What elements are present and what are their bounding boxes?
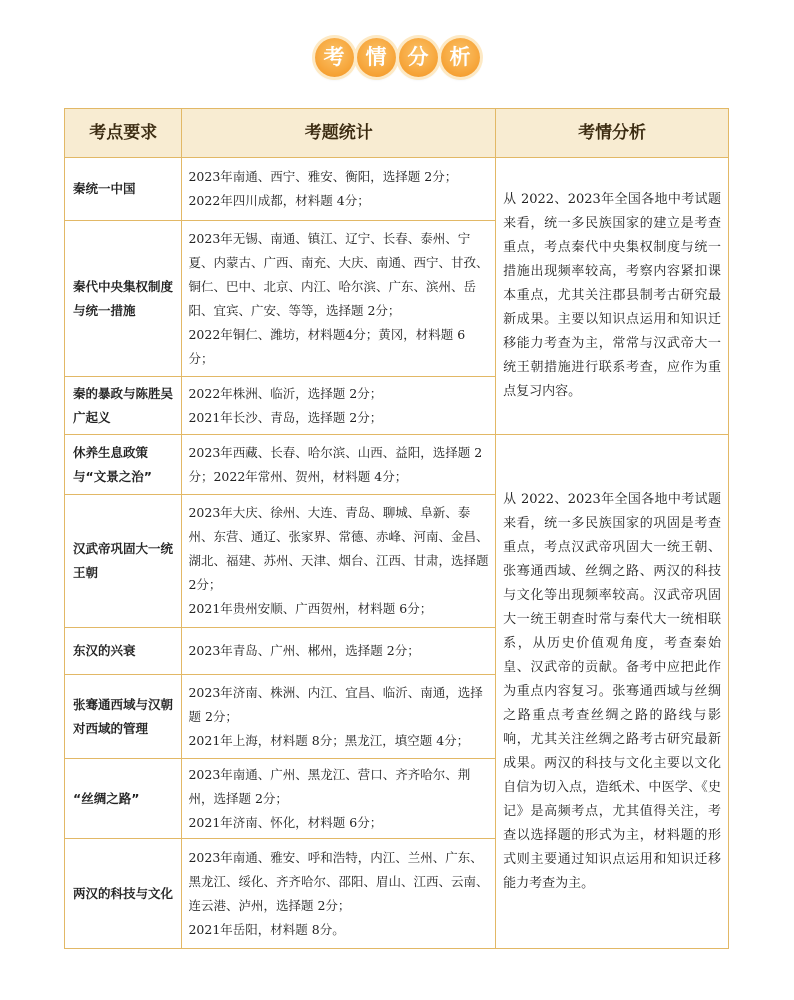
stats-line: 2021年济南、怀化，材料题 6分； — [188, 814, 383, 830]
title-char-circle: 分 — [399, 38, 438, 77]
stats-line: 2021年岳阳，材料题 8分。 — [188, 921, 345, 937]
topic-cell: 汉武帝巩固大一统王朝 — [65, 495, 182, 628]
analysis-cell: 从 2022、2023年全国各地中考试题来看，统一多民族国家的巩固是考查重点，考点汉武帝巩固大一统王朝、张骞通西域、丝绸之路、两汉的科技与文化等出现频率较高。汉武帝巩固大一统王朝查时常与秦代大一统相联系，从历史价值观角度，考查秦始皇、汉武帝的贡献。备考中应把此作为重点内容复习。张骞通西域与丝绸之路重点考查丝绸之路的路线与影响，尤其关注丝绸之路考古研究最新成果。两汉的科技与文化主要以文化自信为切入点，造纸术、中医学、《史记》是高频考点，尤其值得关注，考查以选择题的形式为主，材料题的形式则主要通过知识点运用和知识迁移能力考查为主。 — [496, 435, 729, 949]
stats-line: 2021年贵州安顺、广西贺州，材料题 6分； — [188, 601, 433, 616]
header-analysis: 考情分析 — [496, 109, 729, 158]
stats-cell — [182, 377, 496, 435]
stats-cell — [182, 839, 496, 949]
stats-line: 2022年株洲、临沂，选择题 2分； — [188, 385, 383, 401]
header-topic: 考点要求 — [65, 109, 182, 158]
table-row — [65, 158, 729, 221]
topic-cell: 两汉的科技与文化 — [65, 839, 182, 949]
table-row — [65, 435, 729, 495]
stats-cell — [182, 759, 496, 839]
stats-cell — [182, 628, 496, 675]
stats-line: 2023年济南、株洲、内江、宜昌、临沂、南通，选择题 2分； — [188, 684, 483, 724]
topic-cell: 东汉的兴衰 — [65, 628, 182, 675]
stats-line: 2023年南通、广州、黑龙江、营口、齐齐哈尔、荆州，选择题 2分； — [188, 766, 471, 806]
topic-cell: 秦的暴政与陈胜吴广起义 — [65, 377, 182, 435]
stats-line: 2023年无锡、南通、镇江、辽宁、长春、泰州、宁夏、内蒙古、广西、南充、大庆、南通、西宁、甘孜、铜仁、巴中、北京、内江、哈尔滨、广东、滨州、岳阳、宜宾、广安、等等，选择题 2分； — [188, 230, 489, 318]
title-char-circle: 情 — [357, 38, 396, 77]
topic-cell: 秦统一中国 — [65, 158, 182, 221]
stats-cell — [182, 675, 496, 759]
stats-line: 2021年长沙、青岛，选择题 2分； — [188, 409, 383, 425]
stats-cell — [182, 158, 496, 221]
stats-line: 2022年四川成都，材料题 4分； — [188, 193, 370, 208]
topic-cell: 秦代中央集权制度与统一措施 — [65, 221, 182, 377]
stats-line: 2023年青岛、广州、郴州，选择题 2分； — [188, 643, 420, 658]
table-header-row — [65, 109, 729, 158]
stats-cell — [182, 435, 496, 495]
stats-line: 2022年铜仁、潍坊，材料题4分；黄冈，材料题 6分； — [188, 326, 466, 366]
stats-line: 2023年南通、西宁、雅安、衡阳，选择题 2分； — [188, 169, 458, 184]
topic-cell: “丝绸之路” — [65, 759, 182, 839]
exam-analysis-table — [64, 108, 729, 949]
topic-cell: 张骞通西域与汉朝对西域的管理 — [65, 675, 182, 759]
section-title-badge — [0, 38, 794, 77]
topic-cell: 休养生息政策与“文景之治” — [65, 435, 182, 495]
header-stats: 考题统计 — [182, 109, 496, 158]
analysis-cell: 从 2022、2023年全国各地中考试题来看，统一多民族国家的建立是考查重点，考点秦代中央集权制度与统一措施出现频率较高，考察内容紧扣课本重点，尤其关注郡县制考古研究最新成果。主要以知识点运用和知识迁移能力考查为主，常常与汉武帝大一统王朝措施进行联系考查，应作为重点复习内容。 — [496, 158, 729, 435]
stats-cell — [182, 221, 496, 377]
stats-line: 2023年西藏、长春、哈尔滨、山西、益阳，选择题 2分；2022年常州、贺州，材料题 4分； — [188, 444, 483, 484]
stats-line: 2023年南通、雅安、呼和浩特，内江、兰州、广东、黑龙江、绥化、齐齐哈尔、邵阳、眉山、江西、云南、连云港、泸州，选择题 2分； — [188, 849, 489, 913]
title-char-circle: 考 — [315, 38, 354, 77]
stats-line: 2021年上海，材料题 8分；黑龙江，填空题 4分； — [188, 732, 470, 748]
stats-line: 2023年大庆、徐州、大连、青岛、聊城、阜新、泰州、东营、通辽、张家界、常德、赤峰、河南、金昌、湖北、福建、苏州、天津、烟台、江西、甘肃，选择题 2分； — [188, 505, 489, 592]
stats-cell — [182, 495, 496, 628]
title-char-circle: 析 — [441, 38, 480, 77]
